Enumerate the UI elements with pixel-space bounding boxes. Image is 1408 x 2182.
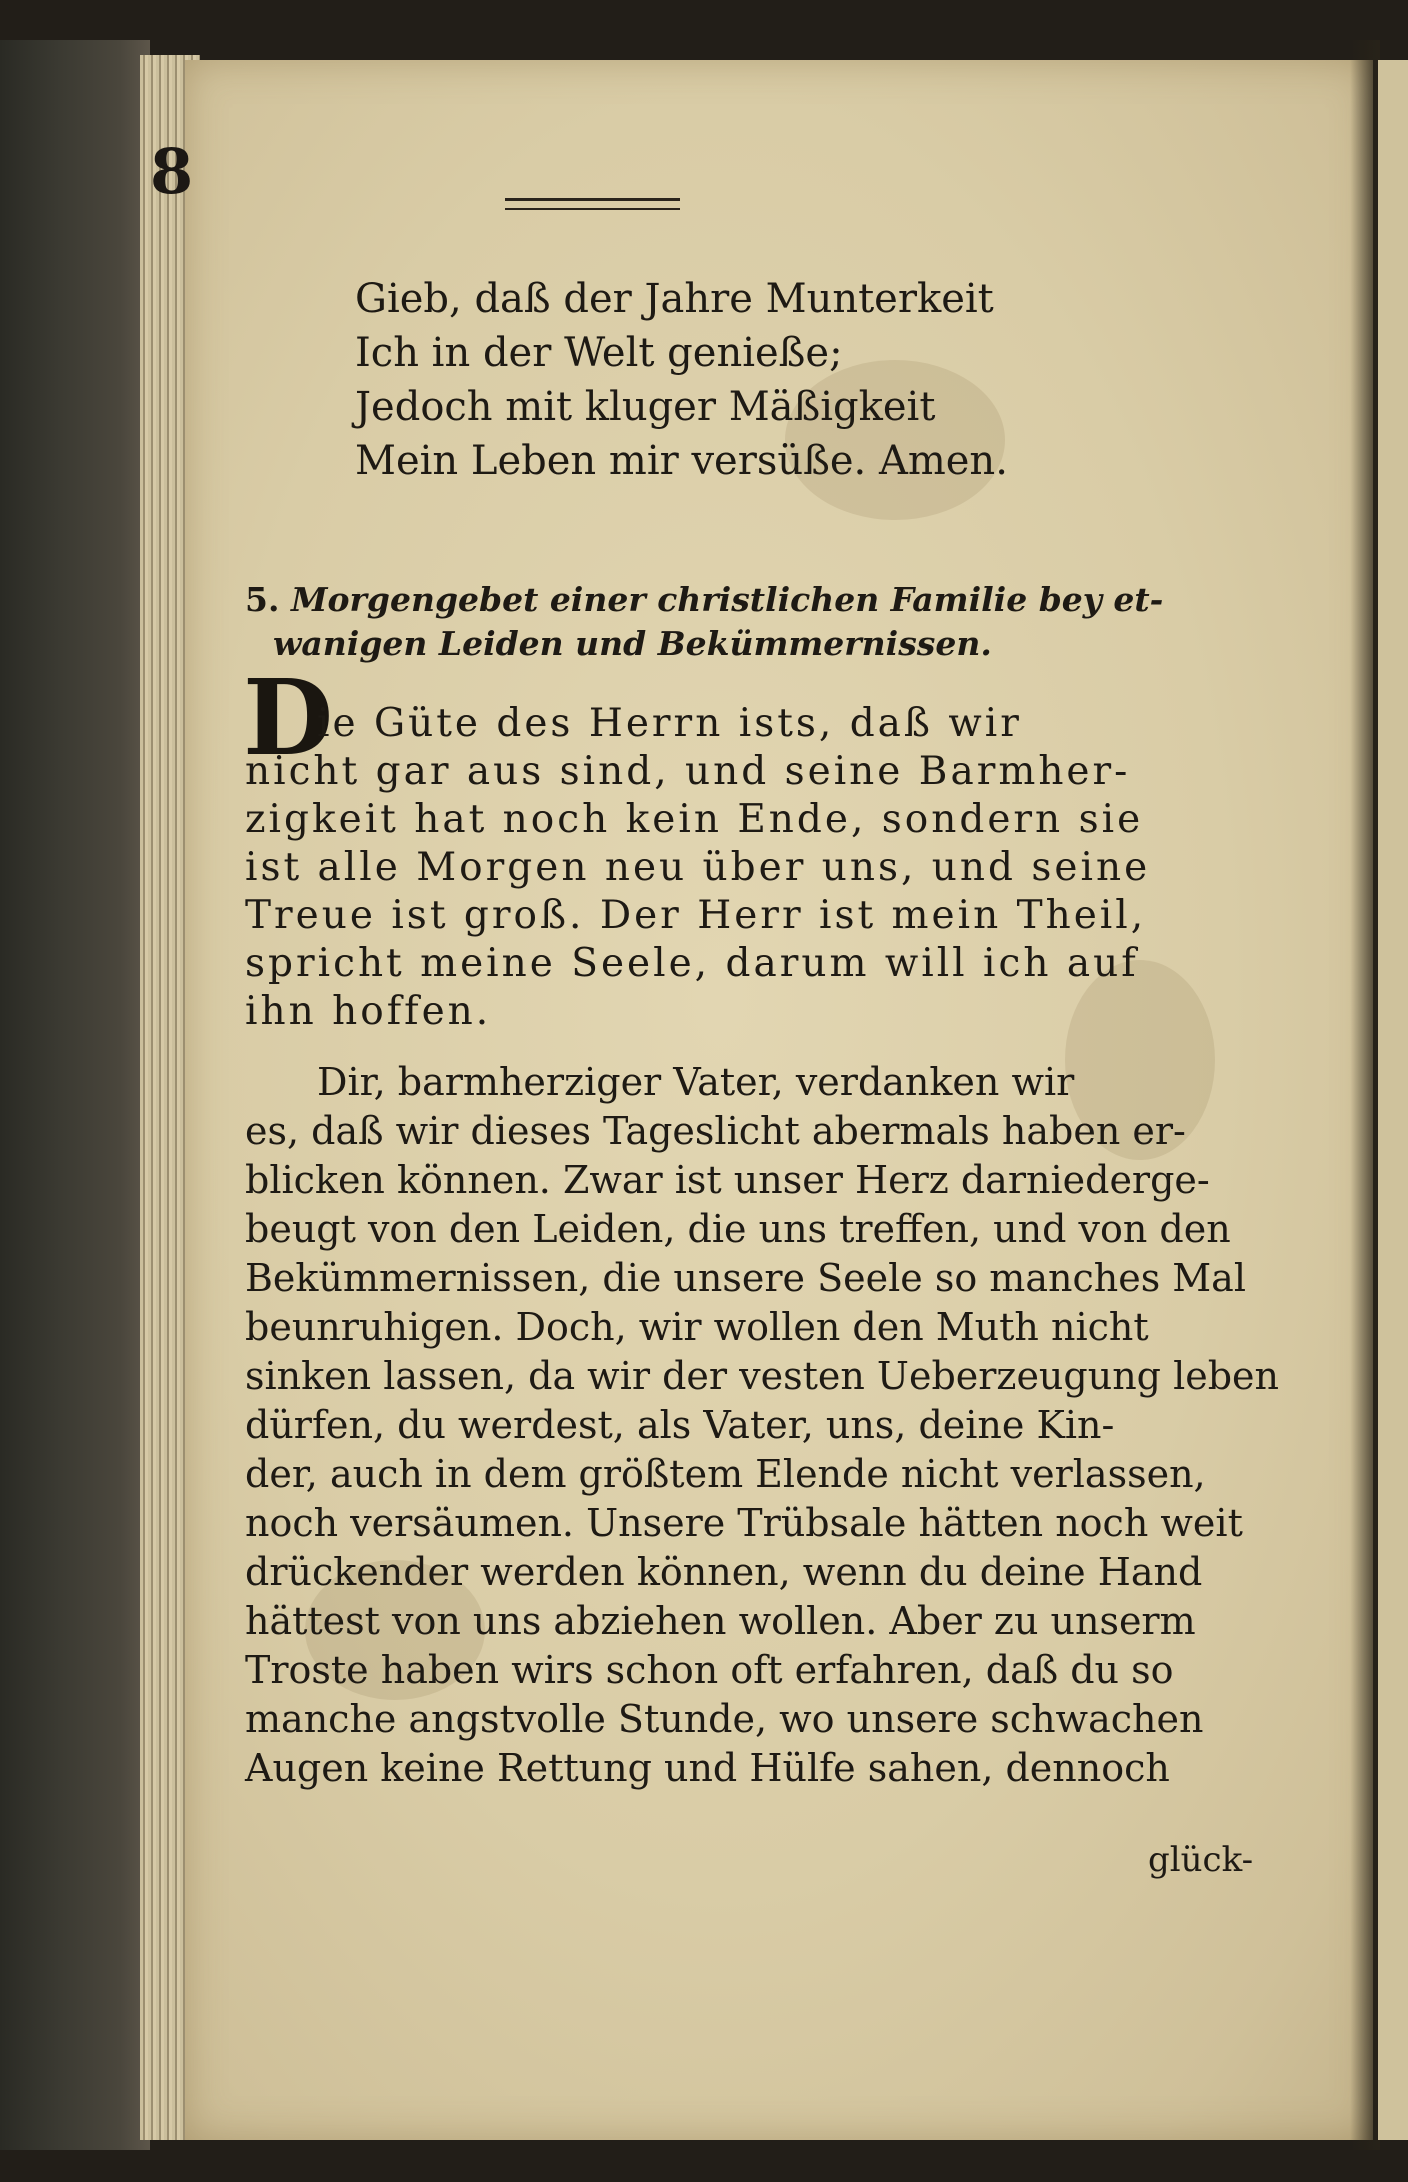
- prayer-line: Troste haben wirs schon oft erfahren, daß du so: [245, 1648, 1174, 1692]
- header-rule: [505, 198, 680, 201]
- prayer-text: [245, 1058, 1280, 1793]
- quote-line: ihn hoffen.: [245, 989, 492, 1034]
- prayer-line: dürfen, du werdest, als Vater, uns, deine Kin-: [245, 1403, 1115, 1447]
- catchword: glück-: [1148, 1840, 1254, 1880]
- prayer-line: sinken lassen, da wir der vesten Ueberzeugung leben: [245, 1354, 1280, 1398]
- quote-line: nicht gar aus sind, und seine Barmher-: [245, 749, 1131, 794]
- scripture-quote: [245, 700, 1255, 1036]
- drop-cap: D: [243, 656, 334, 779]
- quote-line: spricht meine Seele, darum will ich auf: [245, 941, 1139, 986]
- prayer-line: Bekümmernissen, die unsere Seele so manches Mal: [245, 1256, 1246, 1300]
- prayer-line: beugt von den Leiden, die uns treffen, und von den: [245, 1207, 1231, 1251]
- prayer-line: Augen keine Rettung und Hülfe sahen, dennoch: [245, 1746, 1170, 1790]
- quote-line: ie Güte des Herrn ists, daß wir: [317, 701, 1022, 746]
- heading-line: wanigen Leiden und Bekümmernissen.: [273, 624, 992, 663]
- prayer-line: manche angstvolle Stunde, wo unsere schwachen: [245, 1697, 1204, 1741]
- next-page-edge: [1378, 60, 1408, 2140]
- verse-line: Gieb, daß der Jahre Munterkeit: [355, 276, 994, 322]
- page-number: 8: [150, 135, 194, 208]
- gutter-shadow: [1350, 40, 1380, 2150]
- prayer-line: der, auch in dem größtem Elende nicht verlassen,: [245, 1452, 1206, 1496]
- prayer-line: hättest von uns abziehen wollen. Aber zu unserm: [245, 1599, 1196, 1643]
- verse-line: Jedoch mit kluger Mäßigkeit: [355, 384, 936, 430]
- prayer-line: beunruhigen. Doch, wir wollen den Muth nicht: [245, 1305, 1149, 1349]
- prayer-line: es, daß wir dieses Tageslicht abermals haben er-: [245, 1109, 1186, 1153]
- header-rule: [505, 208, 680, 210]
- prayer-line: drückender werden können, wenn du deine Hand: [245, 1550, 1203, 1594]
- book-cover-edge: [0, 40, 150, 2150]
- prayer-line: Dir, barmherziger Vater, verdanken wir: [317, 1060, 1075, 1104]
- quote-line: zigkeit hat noch kein Ende, sondern sie: [245, 797, 1144, 842]
- prayer-heading: [245, 578, 1255, 666]
- quote-line: ist alle Morgen neu über uns, und seine: [245, 845, 1151, 890]
- verse-line: Mein Leben mir versüße. Amen.: [355, 438, 1008, 484]
- verse-line: Ich in der Welt genieße;: [355, 330, 843, 376]
- prayer-line: noch versäumen. Unsere Trübsale hätten noch weit: [245, 1501, 1243, 1545]
- heading-line: Morgengebet einer christlichen Familie bey et-: [290, 580, 1164, 619]
- heading-number: 5.: [245, 580, 280, 619]
- quote-line: Treue ist groß. Der Herr ist mein Theil,: [245, 893, 1147, 938]
- prayer-line: blicken können. Zwar ist unser Herz darniederge-: [245, 1158, 1210, 1202]
- verse-stanza: [355, 272, 1255, 488]
